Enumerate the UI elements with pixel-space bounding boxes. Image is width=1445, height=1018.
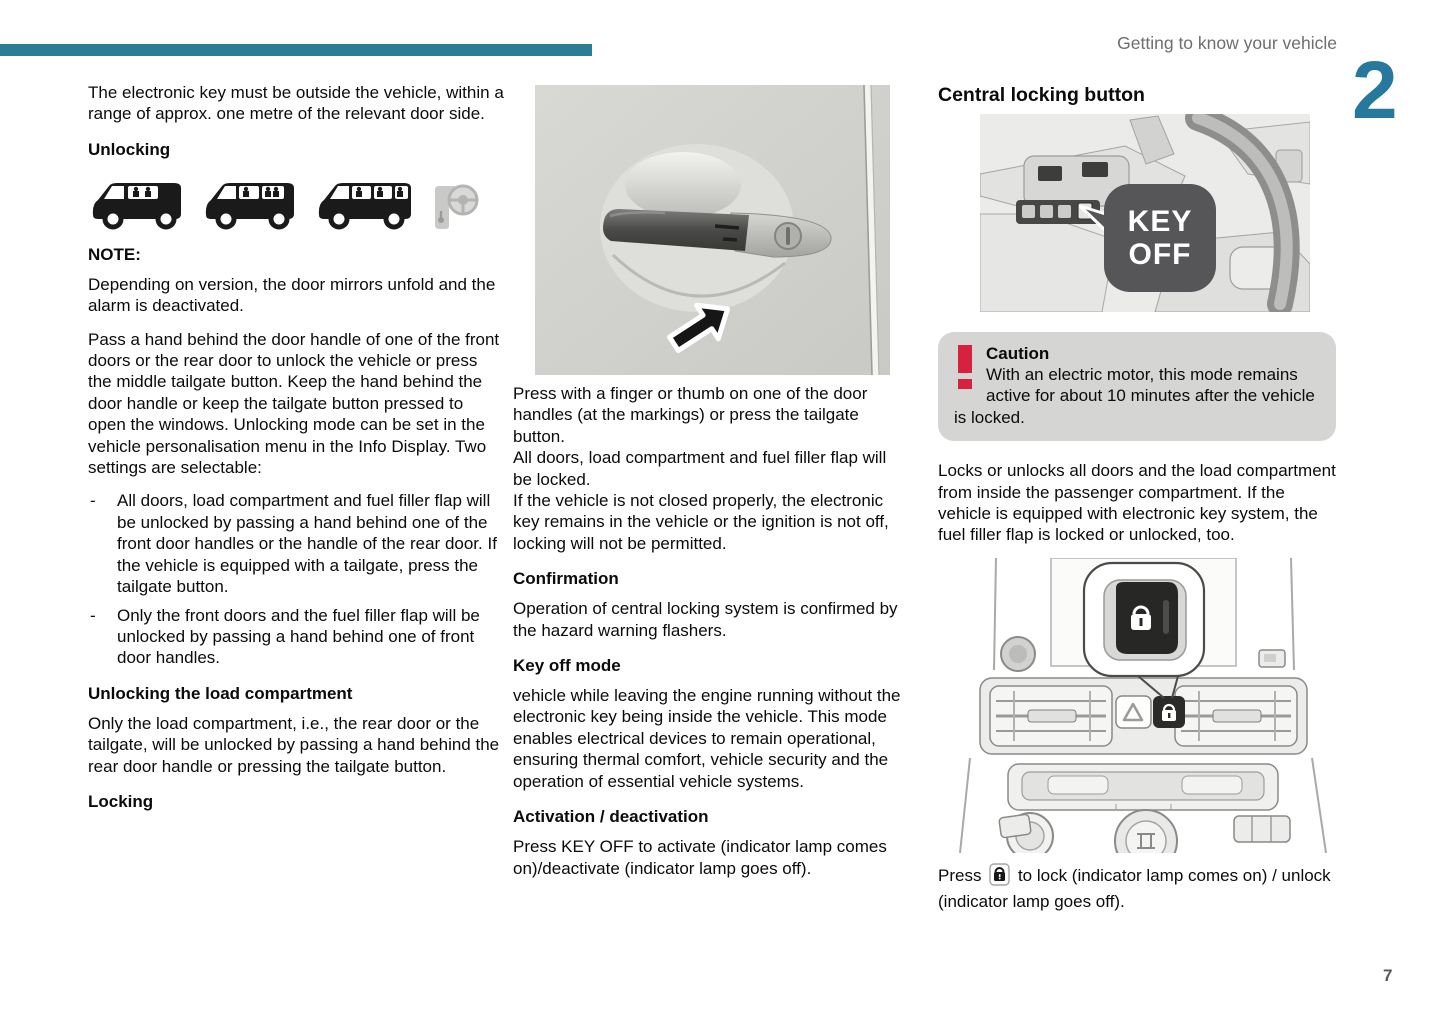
- right-column: [938, 84, 1337, 925]
- page-number: 7: [1383, 966, 1393, 985]
- central-locking-heading: Central locking button: [938, 84, 1145, 106]
- middle-column: [513, 85, 907, 891]
- header-accent-bar: [0, 44, 592, 56]
- load-compartment-heading: Unlocking the load compartment: [88, 683, 353, 703]
- caution-box: [938, 332, 1336, 441]
- van-long-icon: [314, 174, 418, 230]
- console-illustration: [956, 558, 1331, 853]
- chapter-number: 2: [1352, 45, 1398, 136]
- lock-button-icon: [989, 862, 1010, 891]
- key-off-callout: KEY OFF: [1104, 184, 1216, 292]
- press-paragraph: Press with a finger or thumb on one of the door handles (at the markings) or press the tailgate button.: [513, 384, 868, 446]
- caution-text: With an electric motor, this mode remains active for about 10 minutes after the vehicle is locked.: [954, 365, 1315, 427]
- handle-markings: [715, 226, 739, 228]
- load-compartment-paragraph: Only the load compartment, i.e., the rear door or the tailgate, will be unlocked by passing a hand behind the rear door handle or pressing the tailgate button.: [88, 713, 500, 776]
- section-header: Getting to know your vehicle: [1117, 33, 1337, 53]
- right-air-vent: [1175, 686, 1297, 746]
- key-off-mode-paragraph: vehicle while leaving the engine running without the electronic key being inside the vehicle. This mode enables electrical devices to remain operational, ensuring thermal comfort, vehicle security and the operation of essential vehicle systems.: [513, 686, 901, 791]
- vehicle-variant-icons: [88, 172, 505, 230]
- left-column: [88, 82, 505, 821]
- left-air-vent: [990, 686, 1112, 746]
- confirmation-heading: Confirmation: [513, 569, 619, 589]
- exclamation-icon: [954, 345, 976, 391]
- hazard-button: [1116, 696, 1151, 728]
- intro-paragraph: The electronic key must be outside the vehicle, within a range of approx. one metre of the relevant door side.: [88, 83, 504, 124]
- locking-heading: Locking: [88, 791, 154, 811]
- note-paragraph: Depending on version, the door mirrors unfold and the alarm is deactivated.: [88, 274, 496, 316]
- dashboard-illustration: [980, 114, 1310, 312]
- list-item: - All doors, load compartment and fuel filler flap will be unlocked by passing a hand behind one of the front door handles or the handle of the rear door. If the vehicle is equipped with a tailgate, press the tailgate button.: [88, 490, 505, 597]
- confirmation-paragraph: Operation of central locking system is confirmed by the hazard warning flashers.: [513, 599, 898, 640]
- note-heading: NOTE:: [88, 244, 141, 264]
- door-handle-photo: [535, 85, 890, 375]
- unlocking-heading: Unlocking: [88, 139, 171, 159]
- van-medium-icon: [201, 174, 301, 230]
- locks-unlocks-paragraph: Locks or unlocks all doors and the load compartment from inside the passenger compartment. If the vehicle is equipped with electronic key system, the fuel filler flap is locked or unlocked, too.: [938, 461, 1336, 545]
- key-fob-steering-icon: [431, 184, 483, 230]
- activation-paragraph: Press KEY OFF to activate (indicator lamp comes on)/deactivate (indicator lamp goes off).: [513, 837, 887, 878]
- van-short-icon: [88, 174, 188, 230]
- list-item: - Only the front doors and the fuel filler flap will be unlocked by passing a hand behind one of front door handles.: [88, 605, 505, 669]
- pass-hand-paragraph: Pass a hand behind the door handle of one of the front doors or the rear door to unlock the vehicle or press the middle tailgate button. Keep the hand behind the door handle or keep the tailgate button pressed to open the windows. Unlocking mode can be set in the vehicle personalisation menu in the Info Display. Two settings are selectable:: [88, 329, 500, 478]
- all-doors-paragraph: All doors, load compartment and fuel filler flap will be locked.: [513, 448, 887, 489]
- caution-heading: Caution: [986, 344, 1050, 363]
- press-lock-paragraph: Press to lock (indicator lamp comes on) / unlock (indicator lamp goes off).: [938, 862, 1337, 913]
- key-off-mode-heading: Key off mode: [513, 656, 621, 676]
- activation-heading: Activation / deactivation: [513, 807, 709, 827]
- not-closed-paragraph: If the vehicle is not closed properly, the electronic key remains in the vehicle or the ignition is not off, locking will not be permitted.: [513, 491, 889, 553]
- unlock-settings-list: [88, 490, 505, 668]
